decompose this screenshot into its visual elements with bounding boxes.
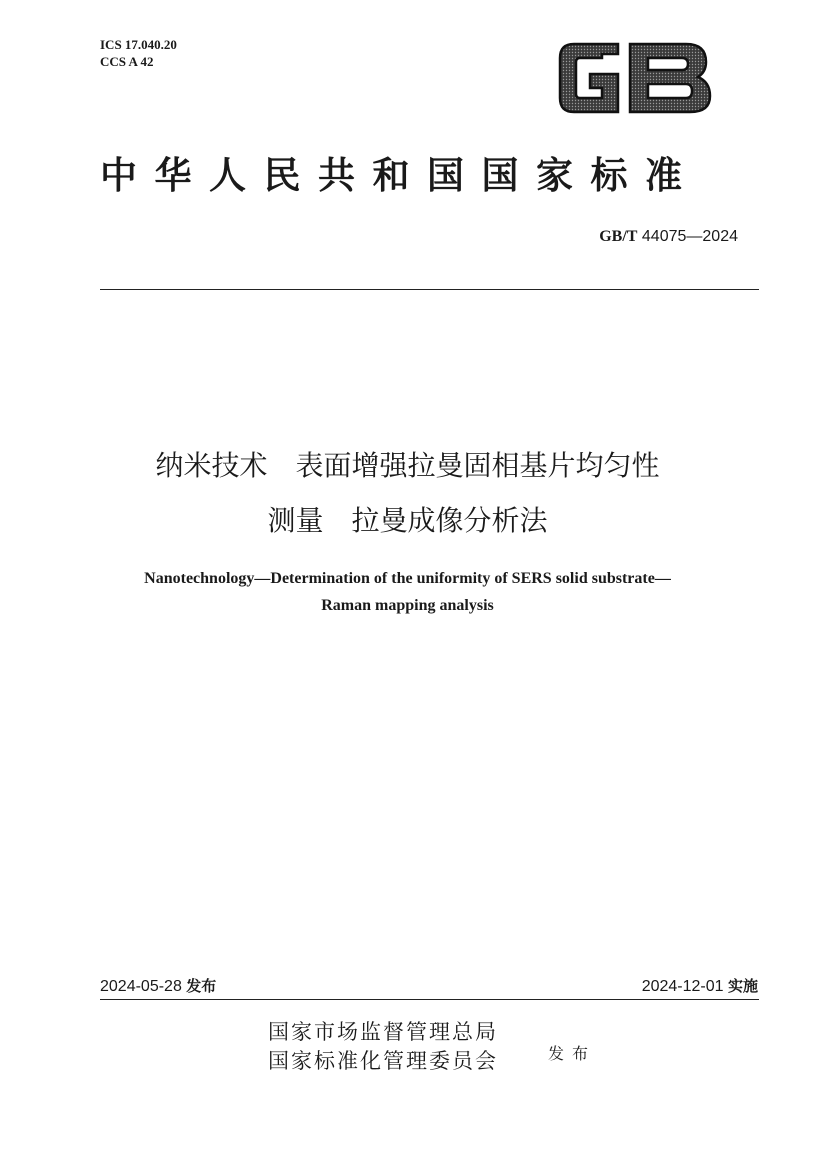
implementation-label: 实施 — [727, 977, 758, 995]
issued-label: 发布 — [548, 1044, 597, 1063]
chinese-title-measurement: 测量 — [267, 504, 324, 537]
chinese-title-subject: 表面增强拉曼固相基片均匀性 — [295, 449, 660, 482]
ccs-code: CCS A 42 — [100, 54, 154, 69]
gb-logo — [556, 36, 716, 120]
english-title-line-2: Raman mapping analysis — [321, 597, 494, 614]
issuer-samr: 国家市场监督管理总局 — [268, 1020, 498, 1044]
chinese-title-field: 纳米技术 — [155, 449, 268, 482]
chinese-title-method: 拉曼成像分析法 — [351, 504, 548, 537]
implementation-date — [520, 975, 758, 996]
classification-codes — [100, 36, 177, 70]
publication-label: 发布 — [186, 977, 217, 995]
standard-code: 44075—2024 — [641, 228, 738, 245]
standard-number — [450, 228, 738, 246]
header-divider — [100, 289, 759, 290]
issuing-authorities — [268, 1018, 498, 1076]
implementation-date-value: 2024-12-01 — [641, 978, 724, 995]
national-standard-title: 中华人民共和国国家标准 — [100, 154, 700, 197]
chinese-title-line-1 — [40, 444, 775, 484]
issuer-sac: 国家标准化管理委员会 — [268, 1049, 498, 1073]
publication-date-value: 2024-05-28 — [100, 978, 182, 995]
footer-divider — [100, 999, 759, 1000]
ics-code: ICS 17.040.20 — [100, 37, 177, 52]
chinese-title-line-2 — [40, 499, 775, 539]
publication-date — [100, 975, 216, 996]
english-title-line-1: Nanotechnology—Determination of the uniformity of SERS solid substrate— — [144, 570, 671, 587]
standard-prefix: GB/T — [599, 228, 638, 245]
